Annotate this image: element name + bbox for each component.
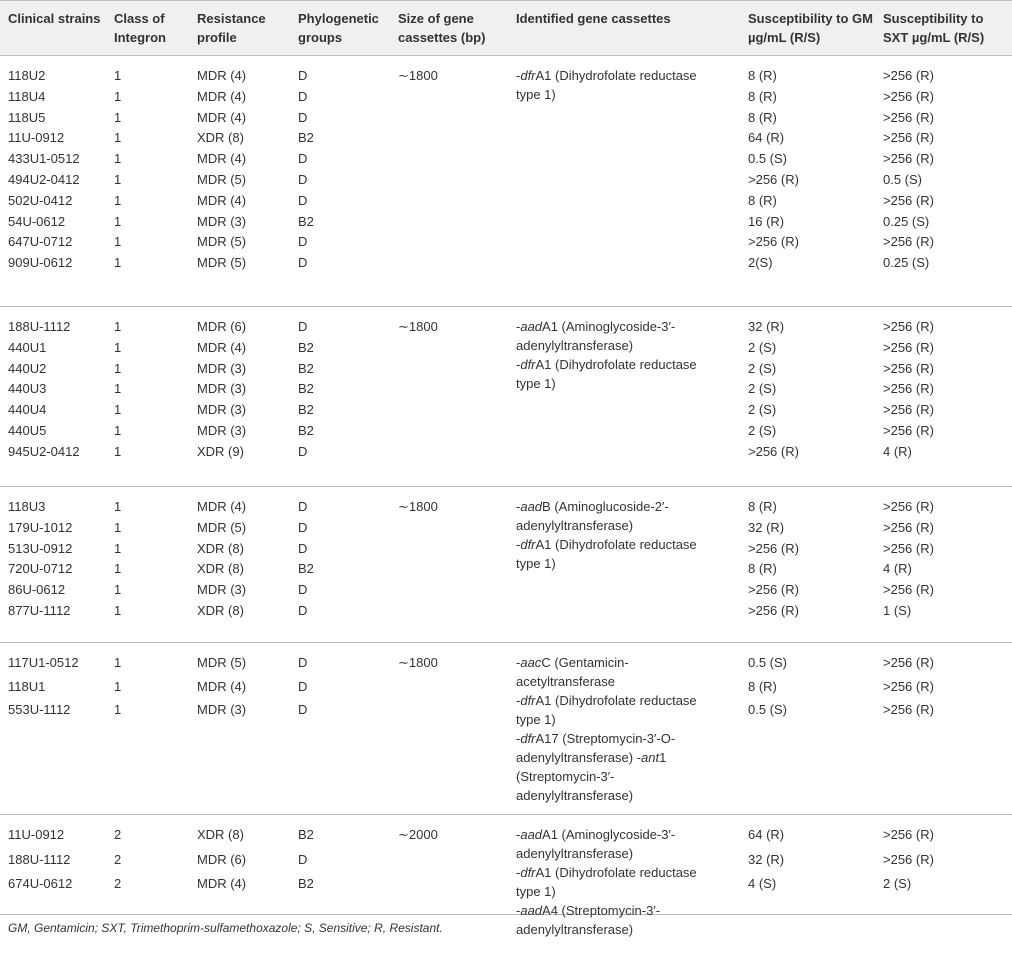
sxt-susceptibility-cell: >256 (R) xyxy=(883,827,934,842)
gm-susceptibility-cell: 2 (S) xyxy=(748,360,777,376)
gene-description: - xyxy=(516,693,521,708)
table-row xyxy=(0,317,1012,336)
integron-class-cell: 1 xyxy=(114,88,122,104)
sxt-susceptibility-cell: 0.5 (S) xyxy=(883,172,923,187)
phylogenetic-group-cell: B2 xyxy=(298,130,314,146)
table-row xyxy=(0,359,1012,378)
gene-name: dfr xyxy=(520,693,536,708)
gene-cassettes-cell xyxy=(516,66,721,104)
phylogenetic-group-cell: D xyxy=(298,192,308,208)
sxt-susceptibility-cell: >256 (R) xyxy=(883,678,934,694)
sxt-susceptibility-cell: >256 (R) xyxy=(883,192,934,208)
table-row xyxy=(0,421,1012,440)
table-row xyxy=(0,379,1012,398)
resistance-profile-cell: MDR (5) xyxy=(197,172,247,187)
integron-class-cell: 2 xyxy=(114,851,122,867)
gene-name: ant xyxy=(641,750,660,765)
clinical-strain-cell: 440U5 xyxy=(8,423,47,438)
gene-description: - xyxy=(516,499,521,514)
row-group xyxy=(0,307,1012,487)
table-row xyxy=(0,825,1012,844)
gm-susceptibility-cell: 8 (R) xyxy=(748,561,777,577)
resistance-profile-cell: MDR (5) xyxy=(197,655,247,670)
clinical-strain-cell: 440U4 xyxy=(8,402,47,418)
resistance-profile-cell: MDR (4) xyxy=(197,88,247,104)
sxt-susceptibility-cell: >256 (R) xyxy=(883,519,934,535)
gene-name: dfr xyxy=(520,357,536,372)
clinical-strain-cell: 118U4 xyxy=(8,88,46,104)
gm-susceptibility-cell: 2 (S) xyxy=(748,423,777,438)
clinical-strain-cell: 179U-1012 xyxy=(8,519,73,535)
gene-cassette-entry xyxy=(516,317,721,355)
phylogenetic-group-cell: B2 xyxy=(298,423,314,438)
phylogenetic-group-cell: D xyxy=(298,234,308,250)
phylogenetic-group-cell: B2 xyxy=(298,402,314,418)
resistance-profile-cell: MDR (5) xyxy=(197,234,247,250)
gene-description: B (Aminoglucoside-2′-adenylyltransferase) xyxy=(516,499,669,533)
phylogenetic-group-cell: D xyxy=(298,678,308,694)
resistance-profile-cell: MDR (6) xyxy=(197,851,247,867)
sxt-susceptibility-cell: >256 (R) xyxy=(883,109,934,125)
phylogenetic-group-cell: D xyxy=(298,172,308,187)
gene-description: - xyxy=(516,827,521,842)
phylogenetic-group-cell: D xyxy=(298,519,308,535)
gene-description: - xyxy=(516,731,521,746)
phylogenetic-group-cell: B2 xyxy=(298,360,314,376)
sxt-susceptibility-cell: 0.25 (S) xyxy=(883,213,930,229)
table-row xyxy=(0,677,1012,696)
sxt-susceptibility-cell: >256 (R) xyxy=(883,582,934,598)
table-row xyxy=(0,518,1012,537)
sxt-susceptibility-cell: >256 (R) xyxy=(883,339,934,355)
header-clinical-strains: Clinical strains xyxy=(8,11,101,26)
sxt-susceptibility-cell: >256 (R) xyxy=(883,234,934,250)
header-phylogenetic-groups: Phylogenetic groups xyxy=(298,11,379,45)
phylogenetic-group-cell: D xyxy=(298,603,308,618)
integron-class-cell: 1 xyxy=(114,151,122,167)
gene-cassettes-cell xyxy=(516,317,721,393)
gm-susceptibility-cell: 8 (R) xyxy=(748,678,777,694)
integron-class-cell: 1 xyxy=(114,213,122,229)
resistance-profile-cell: XDR (8) xyxy=(197,540,244,556)
sxt-susceptibility-cell: 4 (R) xyxy=(883,443,912,459)
table-row xyxy=(0,128,1012,147)
gm-susceptibility-cell: 0.5 (S) xyxy=(748,151,788,167)
gm-susceptibility-cell: >256 (R) xyxy=(748,234,799,250)
header-size-of-gene-cassettes: Size of gene cassettes (bp) xyxy=(398,11,486,45)
table-row xyxy=(0,191,1012,210)
table-row xyxy=(0,212,1012,231)
integron-class-cell: 1 xyxy=(114,339,122,355)
integron-class-cell: 1 xyxy=(114,68,122,83)
clinical-strain-cell: 494U2-0412 xyxy=(8,172,80,187)
resistance-profile-cell: XDR (8) xyxy=(197,561,244,577)
gene-description: - xyxy=(516,68,521,83)
gm-susceptibility-cell: >256 (R) xyxy=(748,582,799,598)
phylogenetic-group-cell: D xyxy=(298,443,308,459)
gene-name: aac xyxy=(520,655,542,670)
integron-class-cell: 1 xyxy=(114,582,122,598)
gm-susceptibility-cell: 32 (R) xyxy=(748,519,785,535)
table-row xyxy=(0,850,1012,869)
resistance-profile-cell: MDR (4) xyxy=(197,499,247,514)
clinical-strain-cell: 440U3 xyxy=(8,381,47,397)
integron-class-cell: 1 xyxy=(114,678,122,694)
gene-description: A1 (Dihydrofolate reductase type 1) xyxy=(516,865,697,899)
gene-name: aad xyxy=(520,827,543,842)
gm-susceptibility-cell: 8 (R) xyxy=(748,499,777,514)
gene-cassette-size-cell: ∼1800 xyxy=(398,68,438,83)
phylogenetic-group-cell: B2 xyxy=(298,876,314,891)
gene-description: A1 (Dihydrofolate reductase type 1) xyxy=(516,357,697,391)
table-row xyxy=(0,170,1012,189)
phylogenetic-group-cell: D xyxy=(298,851,308,867)
integron-class-cell: 1 xyxy=(114,234,122,250)
gene-description: - xyxy=(516,537,521,552)
gene-description: A1 (Dihydrofolate reductase type 1) xyxy=(516,537,697,571)
phylogenetic-group-cell: D xyxy=(298,582,308,598)
gene-name: aad xyxy=(520,319,543,334)
integron-class-cell: 1 xyxy=(114,603,122,618)
clinical-strain-cell: 188U-1112 xyxy=(8,851,71,867)
header-class-of-integron: Class of Integron xyxy=(114,11,166,45)
clinical-strain-cell: 11U-0912 xyxy=(8,827,65,842)
clinical-strain-cell: 502U-0412 xyxy=(8,192,73,208)
gm-susceptibility-cell: >256 (R) xyxy=(748,603,799,618)
resistance-profile-cell: MDR (3) xyxy=(197,423,247,438)
gene-name: dfr xyxy=(520,731,536,746)
sxt-susceptibility-cell: >256 (R) xyxy=(883,655,934,670)
sxt-susceptibility-cell: 4 (R) xyxy=(883,561,912,577)
sxt-susceptibility-cell: 0.25 (S) xyxy=(883,255,930,271)
table-row xyxy=(0,400,1012,419)
integron-class-cell: 1 xyxy=(114,192,122,208)
gm-susceptibility-cell: 64 (R) xyxy=(748,130,785,146)
clinical-strain-cell: 433U1-0512 xyxy=(8,151,80,167)
gm-susceptibility-cell: >256 (R) xyxy=(748,540,799,556)
phylogenetic-group-cell: B2 xyxy=(298,339,314,355)
table-row xyxy=(0,497,1012,516)
sxt-susceptibility-cell: >256 (R) xyxy=(883,402,934,418)
integron-class-cell: 1 xyxy=(114,381,122,397)
integron-class-cell: 1 xyxy=(114,423,122,438)
integron-class-cell: 1 xyxy=(114,360,122,376)
sxt-susceptibility-cell: >256 (R) xyxy=(883,702,934,717)
gene-description: A1 (Dihydrofolate reductase type 1) xyxy=(516,693,697,727)
clinical-strain-cell: 11U-0912 xyxy=(8,130,65,146)
sxt-susceptibility-cell: >256 (R) xyxy=(883,851,934,867)
gene-cassette-entry xyxy=(516,863,721,901)
clinical-strain-cell: 720U-0712 xyxy=(8,561,73,577)
phylogenetic-group-cell: D xyxy=(298,540,308,556)
row-group xyxy=(0,643,1012,815)
row-group xyxy=(0,487,1012,643)
sxt-susceptibility-cell: >256 (R) xyxy=(883,381,934,397)
sxt-susceptibility-cell: 1 (S) xyxy=(883,603,912,618)
clinical-strain-cell: 945U2-0412 xyxy=(8,443,80,459)
phylogenetic-group-cell: D xyxy=(298,499,308,514)
phylogenetic-group-cell: D xyxy=(298,151,308,167)
resistance-profile-cell: MDR (3) xyxy=(197,381,247,397)
gm-susceptibility-cell: >256 (R) xyxy=(748,172,799,187)
table-row xyxy=(0,580,1012,599)
gm-susceptibility-cell: 8 (R) xyxy=(748,192,777,208)
sxt-susceptibility-cell: >256 (R) xyxy=(883,360,934,376)
integron-class-cell: 1 xyxy=(114,540,122,556)
table-header xyxy=(0,0,1012,56)
resistance-profile-cell: MDR (4) xyxy=(197,68,247,83)
integron-class-cell: 1 xyxy=(114,519,122,535)
gene-cassette-size-cell: ∼1800 xyxy=(398,499,438,514)
gm-susceptibility-cell: 2 (S) xyxy=(748,381,777,397)
gene-cassette-entry xyxy=(516,355,721,393)
clinical-strain-cell: 647U-0712 xyxy=(8,234,73,250)
gene-description: - xyxy=(516,865,521,880)
clinical-strain-cell: 513U-0912 xyxy=(8,540,73,556)
phylogenetic-group-cell: D xyxy=(298,68,308,83)
resistance-profile-cell: MDR (3) xyxy=(197,360,247,376)
sxt-susceptibility-cell: >256 (R) xyxy=(883,88,934,104)
integron-class-cell: 1 xyxy=(114,130,122,146)
gene-cassette-size-cell: ∼1800 xyxy=(398,319,438,334)
gene-name: aad xyxy=(520,903,543,918)
gene-description: A4 (Streptomycin-3′-adenylyltransferase) xyxy=(516,903,661,937)
table-row xyxy=(0,66,1012,85)
gm-susceptibility-cell: 2 (S) xyxy=(748,402,777,418)
integron-class-cell: 2 xyxy=(114,827,122,842)
phylogenetic-group-cell: D xyxy=(298,255,308,271)
header-susceptibility-sxt: Susceptibility to SXT µg/mL (R/S) xyxy=(883,11,985,45)
resistance-profile-cell: MDR (3) xyxy=(197,213,247,229)
gene-cassette-entry xyxy=(516,535,721,573)
resistance-profile-cell: MDR (4) xyxy=(197,192,247,208)
gene-cassette-entry xyxy=(516,901,721,939)
resistance-profile-cell: XDR (8) xyxy=(197,827,244,842)
integron-class-cell: 1 xyxy=(114,561,122,577)
phylogenetic-group-cell: D xyxy=(298,109,308,125)
phylogenetic-group-cell: D xyxy=(298,319,308,334)
gene-cassette-size-cell: ∼1800 xyxy=(398,655,438,670)
table-row xyxy=(0,338,1012,357)
integron-class-cell: 1 xyxy=(114,109,122,125)
table-row xyxy=(0,874,1012,893)
gene-cassettes-cell xyxy=(516,497,721,573)
sxt-susceptibility-cell: 2 (S) xyxy=(883,876,912,891)
gm-susceptibility-cell: 16 (R) xyxy=(748,213,785,229)
integron-class-cell: 1 xyxy=(114,319,122,334)
gene-description: A1 (Aminoglycoside-3′-adenylyltransferase) xyxy=(516,319,676,353)
phylogenetic-group-cell: B2 xyxy=(298,213,314,229)
clinical-strain-cell: 188U-1112 xyxy=(8,319,71,334)
gene-cassette-entry xyxy=(516,691,721,729)
clinical-strain-cell: 86U-0612 xyxy=(8,582,66,598)
clinical-strain-cell: 118U2 xyxy=(8,68,46,83)
clinical-strain-cell: 118U3 xyxy=(8,499,46,514)
phylogenetic-group-cell: D xyxy=(298,88,308,104)
gm-susceptibility-cell: 2(S) xyxy=(748,255,773,271)
row-group xyxy=(0,56,1012,307)
clinical-strain-cell: 909U-0612 xyxy=(8,255,73,271)
phylogenetic-group-cell: B2 xyxy=(298,827,314,842)
integron-class-cell: 1 xyxy=(114,443,122,459)
gm-susceptibility-cell: 8 (R) xyxy=(748,68,777,83)
gene-name: dfr xyxy=(520,865,536,880)
resistance-profile-cell: MDR (5) xyxy=(197,519,247,535)
resistance-profile-cell: MDR (3) xyxy=(197,582,247,598)
gm-susceptibility-cell: 0.5 (S) xyxy=(748,702,788,717)
table-row xyxy=(0,539,1012,558)
gm-susceptibility-cell: 4 (S) xyxy=(748,876,777,891)
integron-class-cell: 1 xyxy=(114,255,122,271)
sxt-susceptibility-cell: >256 (R) xyxy=(883,68,934,83)
resistance-profile-cell: XDR (9) xyxy=(197,443,244,459)
clinical-strain-cell: 117U1-0512 xyxy=(8,655,79,670)
gene-cassette-entry xyxy=(516,729,721,805)
sxt-susceptibility-cell: >256 (R) xyxy=(883,423,934,438)
sxt-susceptibility-cell: >256 (R) xyxy=(883,151,934,167)
clinical-strain-cell: 674U-0612 xyxy=(8,876,73,891)
integron-class-cell: 1 xyxy=(114,499,122,514)
clinical-strain-cell: 553U-1112 xyxy=(8,702,71,717)
gm-susceptibility-cell: 32 (R) xyxy=(748,851,785,867)
table-row xyxy=(0,108,1012,127)
table-row xyxy=(0,149,1012,168)
table-row xyxy=(0,232,1012,251)
phylogenetic-group-cell: B2 xyxy=(298,381,314,397)
gm-susceptibility-cell: >256 (R) xyxy=(748,443,799,459)
resistance-profile-cell: MDR (4) xyxy=(197,151,247,167)
integron-class-cell: 2 xyxy=(114,876,122,891)
clinical-strain-cell: 877U-1112 xyxy=(8,603,71,618)
resistance-profile-cell: MDR (4) xyxy=(197,109,247,125)
gene-description: - xyxy=(516,357,521,372)
gene-description: C (Gentamicin-acetyltransferase xyxy=(516,655,629,689)
table-footnote: GM, Gentamicin; SXT, Trimethoprim-sulfamethoxazole; S, Sensitive; R, Resistant. xyxy=(8,921,443,935)
resistance-profile-cell: MDR (4) xyxy=(197,876,247,891)
phylogenetic-group-cell: B2 xyxy=(298,561,314,577)
gene-name: dfr xyxy=(520,537,536,552)
phylogenetic-group-cell: D xyxy=(298,702,308,717)
gene-cassettes-cell xyxy=(516,653,721,805)
sxt-susceptibility-cell: >256 (R) xyxy=(883,499,934,514)
gm-susceptibility-cell: 8 (R) xyxy=(748,88,777,104)
table-row xyxy=(0,700,1012,719)
resistance-profile-cell: XDR (8) xyxy=(197,130,244,146)
gene-description: A1 (Dihydrofolate reductase type 1) xyxy=(516,68,697,102)
integron-class-cell: 1 xyxy=(114,172,122,187)
gm-susceptibility-cell: 8 (R) xyxy=(748,109,777,125)
resistance-profile-cell: XDR (8) xyxy=(197,603,244,618)
gene-description: A17 (Streptomycin-3′-O-adenylyltransferase) - xyxy=(516,731,676,765)
clinical-strain-cell: 118U5 xyxy=(8,109,46,125)
header-resistance-profile: Resistance profile xyxy=(197,11,266,45)
gene-cassette-entry xyxy=(516,825,721,863)
resistance-profile-cell: MDR (4) xyxy=(197,339,247,355)
gene-cassette-size-cell: ∼2000 xyxy=(398,827,438,842)
gene-description: A1 (Aminoglycoside-3′-adenylyltransferase) xyxy=(516,827,676,861)
gm-susceptibility-cell: 64 (R) xyxy=(748,827,785,842)
table-row xyxy=(0,253,1012,272)
header-susceptibility-gm: Susceptibility to GM µg/mL (R/S) xyxy=(748,11,873,45)
resistance-profile-cell: MDR (6) xyxy=(197,319,247,334)
table-row xyxy=(0,87,1012,106)
table-row xyxy=(0,559,1012,578)
table-row xyxy=(0,601,1012,620)
sxt-susceptibility-cell: >256 (R) xyxy=(883,540,934,556)
gene-description: - xyxy=(516,655,521,670)
integron-class-cell: 1 xyxy=(114,702,122,717)
phylogenetic-group-cell: D xyxy=(298,655,308,670)
table-row xyxy=(0,653,1012,672)
gene-cassette-entry xyxy=(516,653,721,691)
table-row xyxy=(0,442,1012,461)
resistance-profile-cell: MDR (4) xyxy=(197,678,247,694)
integron-class-cell: 1 xyxy=(114,402,122,418)
gene-cassette-entry xyxy=(516,497,721,535)
clinical-strain-cell: 54U-0612 xyxy=(8,213,66,229)
sxt-susceptibility-cell: >256 (R) xyxy=(883,319,934,334)
integron-class-cell: 1 xyxy=(114,655,122,670)
gm-susceptibility-cell: 32 (R) xyxy=(748,319,785,334)
gene-description: 1 (Streptomycin-3′-adenylyltransferase) xyxy=(516,750,667,803)
gene-cassettes-cell xyxy=(516,825,721,939)
resistance-profile-cell: MDR (3) xyxy=(197,702,247,717)
gene-description: - xyxy=(516,903,521,918)
clinical-strain-cell: 118U1 xyxy=(8,678,46,694)
gene-cassette-entry xyxy=(516,66,721,104)
header-identified-gene-cassettes: Identified gene cassettes xyxy=(516,11,671,26)
clinical-strain-cell: 440U1 xyxy=(8,339,47,355)
gene-name: dfr xyxy=(520,68,536,83)
resistance-profile-cell: MDR (3) xyxy=(197,402,247,418)
gene-description: - xyxy=(516,319,521,334)
gm-susceptibility-cell: 2 (S) xyxy=(748,339,777,355)
sxt-susceptibility-cell: >256 (R) xyxy=(883,130,934,146)
gm-susceptibility-cell: 0.5 (S) xyxy=(748,655,788,670)
resistance-profile-cell: MDR (5) xyxy=(197,255,247,271)
clinical-strain-cell: 440U2 xyxy=(8,360,47,376)
gene-name: aad xyxy=(520,499,543,514)
